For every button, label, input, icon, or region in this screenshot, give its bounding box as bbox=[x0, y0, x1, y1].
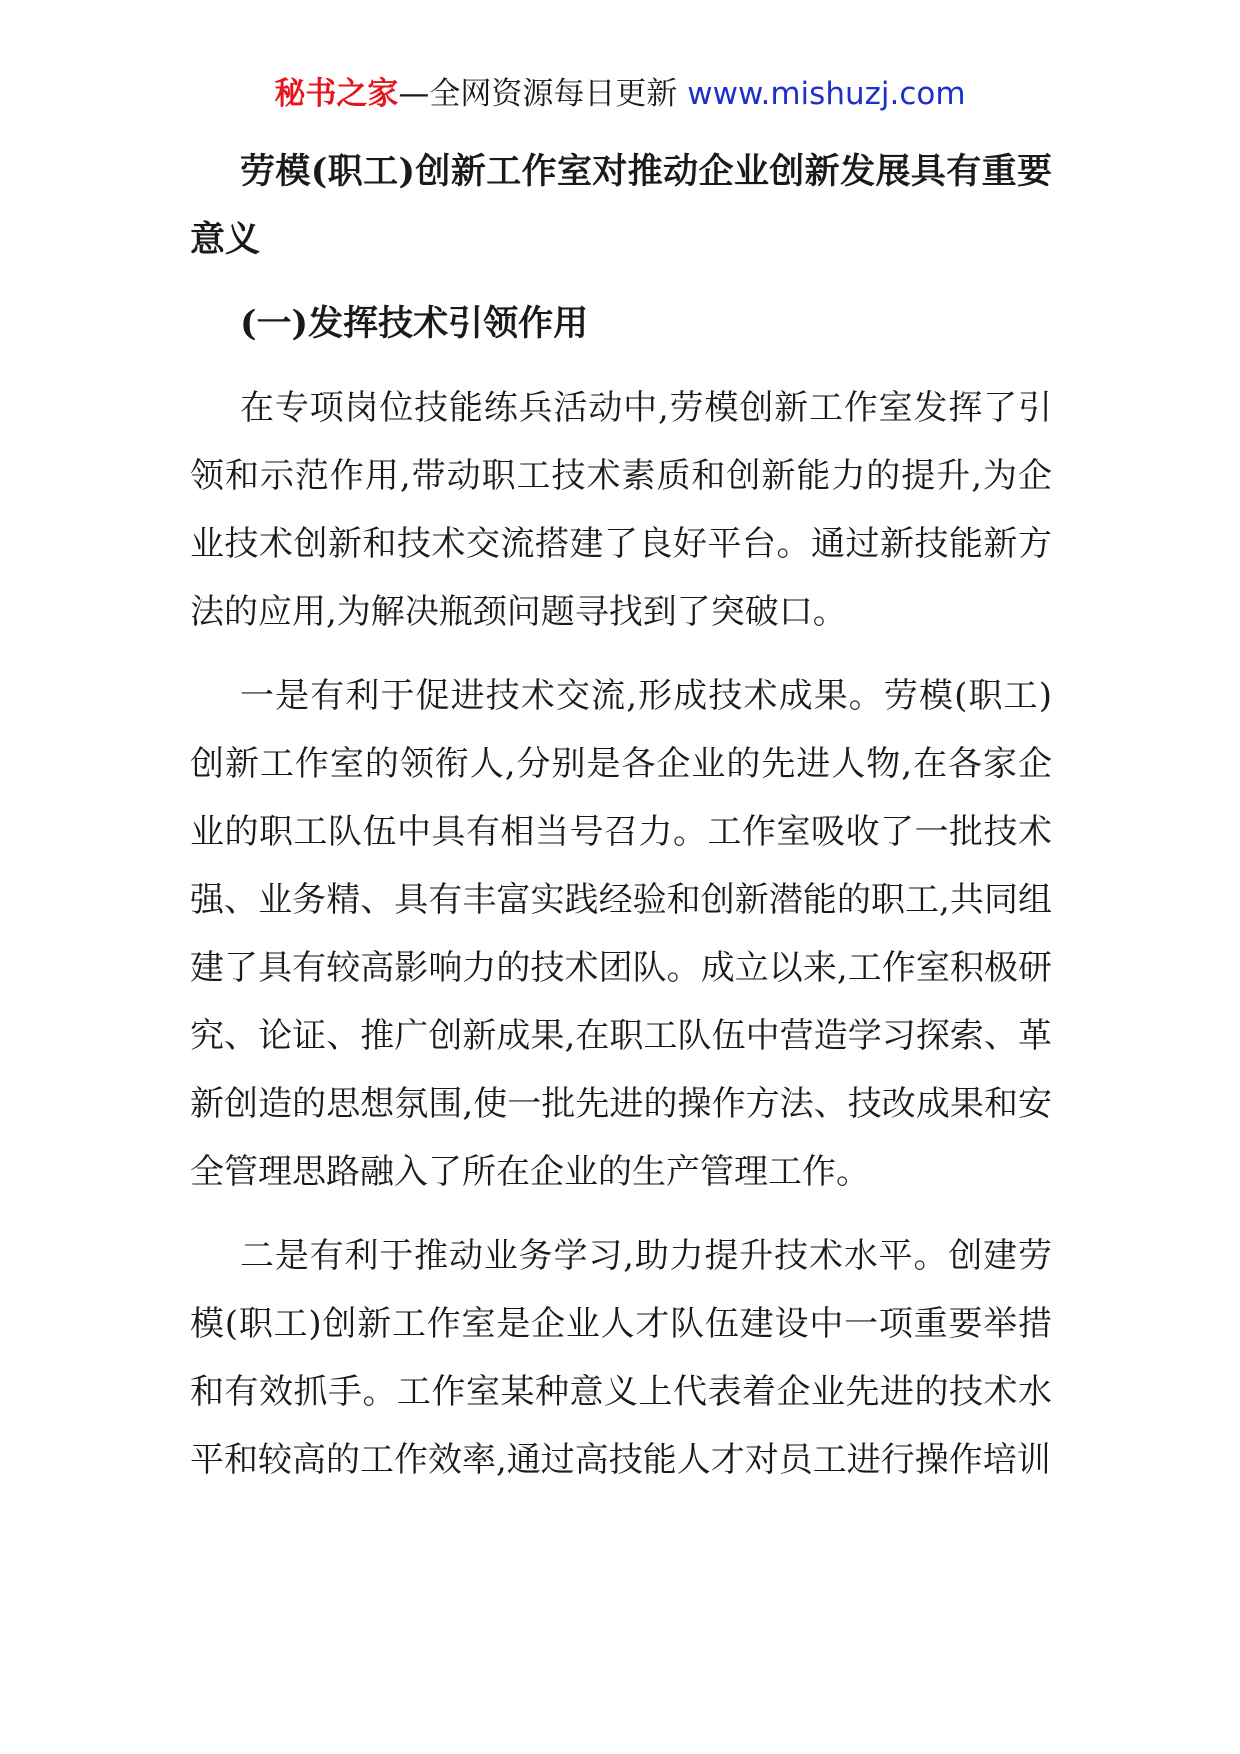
section-heading: (一)发挥技术引领作用 bbox=[240, 303, 589, 344]
document-title: 劳模(职工)创新工作室对推动企业创新发展具有重要意义 bbox=[190, 151, 1052, 260]
site-header bbox=[0, 72, 1240, 116]
brand-name: 秘书之家 bbox=[274, 76, 399, 112]
document-body bbox=[190, 138, 1052, 1494]
paragraph-1: 在专项岗位技能练兵活动中,劳模创新工作室发挥了引领和示范作用,带动职工技术素质和创新能力的提升,为企业技术创新和技术交流搭建了良好平台。通过新技能新方法的应用,为解决瓶颈问题寻找到了突破口。 bbox=[190, 388, 1052, 632]
header-slogan: —全网资源每日更新 bbox=[398, 76, 678, 112]
paragraph-2: 一是有利于促进技术交流,形成技术成果。劳模(职工)创新工作室的领衔人,分别是各企业的先进人物,在各家企业的职工队伍中具有相当号召力。工作室吸收了一批技术强、业务精、具有丰富实践经验和创新潜能的职工,共同组建了具有较高影响力的技术团队。成立以来,工作室积极研究、论证、推广创新成果,在职工队伍中营造学习探索、革新创造的思想氛围,使一批先进的操作方法、技改成果和安全管理思路融入了所在企业的生产管理工作。 bbox=[190, 676, 1052, 1192]
website-link[interactable]: www.mishuzj.com bbox=[687, 76, 966, 112]
paragraph-3: 二是有利于推动业务学习,助力提升技术水平。创建劳模(职工)创新工作室是企业人才队伍建设中一项重要举措和有效抓手。工作室某种意义上代表着企业先进的技术水平和较高的工作效率,通过高技能人才对员工进行操作培训 bbox=[190, 1236, 1052, 1480]
